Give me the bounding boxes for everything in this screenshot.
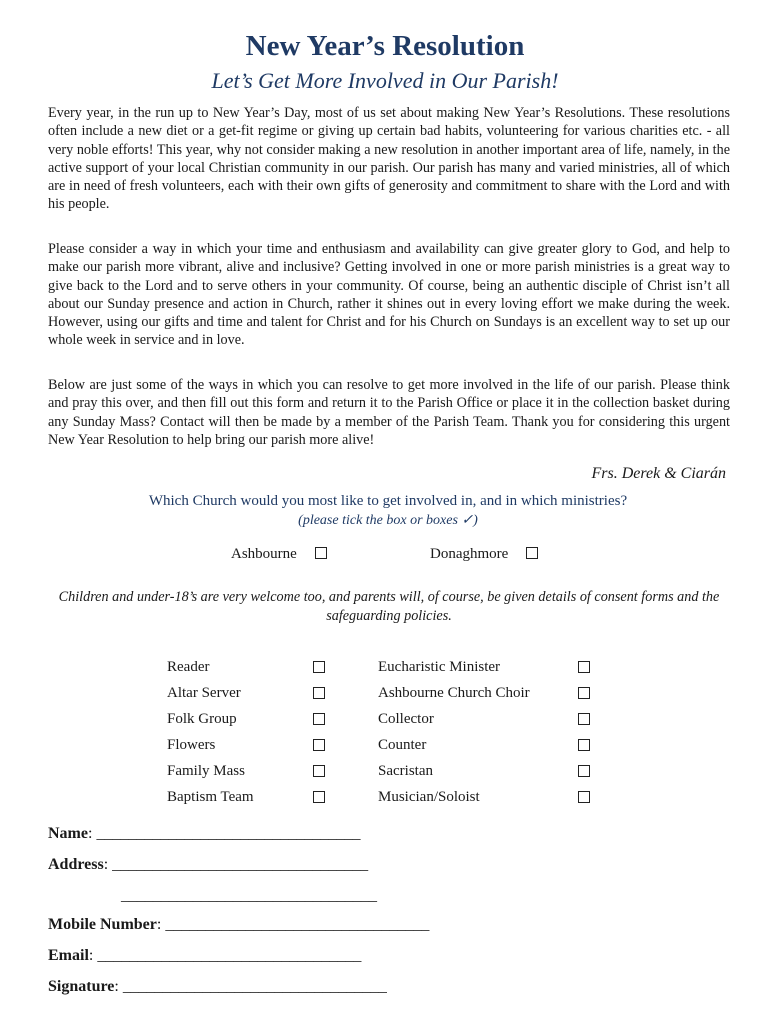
page-title: New Year’s Resolution — [245, 30, 525, 62]
checkbox-ashbourne[interactable] — [315, 547, 327, 559]
signature-blank[interactable]: _________________________________ — [122, 978, 387, 995]
address-field[interactable]: Address: ________________________________ — [48, 856, 369, 873]
church-option-ashbourne — [231, 546, 327, 563]
checkbox-family-mass[interactable] — [313, 765, 325, 777]
ministry-label: Family Mass — [167, 763, 245, 779]
checkbox-donaghmore[interactable] — [526, 547, 538, 559]
email-label: Email — [48, 947, 89, 964]
signature-label: Signature — [48, 978, 115, 995]
checkbox-eucharistic-minister[interactable] — [578, 661, 590, 673]
ministry-label: Sacristan — [378, 763, 433, 779]
address-blank[interactable]: ________________________________ — [112, 856, 369, 873]
email-field[interactable]: Email: _________________________________ — [48, 947, 362, 964]
ministry-label: Altar Server — [167, 685, 241, 701]
mobile-label: Mobile Number — [48, 916, 157, 933]
checkbox-baptism-team[interactable] — [313, 791, 325, 803]
ministry-label: Reader — [167, 659, 210, 675]
address-blank-2[interactable]: ________________________________ — [121, 887, 377, 904]
checkbox-reader[interactable] — [313, 661, 325, 673]
ministry-label: Folk Group — [167, 711, 237, 727]
checkbox-flowers[interactable] — [313, 739, 325, 751]
instructions-paragraph: Below are just some of the ways in which you can resolve to get more involved in the life of our parish. Please think and pray this over, and then fill out this form and return it to the Parish Office or place it in the collection basket during any Sunday Mass? Contact will then be made by a member of the Parish Team. Thank you for considering this urgent New Year Resolution to help bring our parish more alive! — [48, 377, 730, 448]
ministry-label: Ashbourne Church Choir — [378, 685, 530, 701]
checkbox-sacristan[interactable] — [578, 765, 590, 777]
church-label: Ashbourne — [231, 546, 297, 562]
church-question — [0, 492, 770, 530]
question-hint: (please tick the box or boxes ✓) — [298, 513, 478, 528]
ministry-label: Flowers — [167, 737, 216, 753]
email-blank[interactable]: _________________________________ — [97, 947, 362, 964]
page-subtitle: Let’s Get More Involved in Our Parish! — [211, 68, 559, 93]
ministry-label: Collector — [378, 711, 434, 727]
name-field[interactable]: Name: _________________________________ — [48, 825, 361, 842]
intro-paragraph: Every year, in the run up to New Year’s Day, most of us set about making New Year’s Resolutions. These resolutions often include a new diet or a get-fit regime or giving up certain bad habits, volunteering for various charities etc. - all very noble efforts! This year, why not consider making a new resolution in another important area of life, namely, in the active support of your local Christian community in our parish. Our parish has many and varied ministries, all of which are in need of fresh volunteers, each with their own gifts of generosity and commitment to share with the Lord and with his people. — [48, 105, 730, 213]
address-line-2[interactable] — [121, 887, 377, 905]
checkbox-altar-server[interactable] — [313, 687, 325, 699]
ministry-label: Eucharistic Minister — [378, 659, 501, 675]
encouragement-paragraph: Please consider a way in which your time and enthusiasm and availability can give greater glory to God, and help to make our parish more vibrant, alive and inclusive? Getting involved in one or more parish ministries is a great way to give back to the Lord and to serve others in your community. Of course, being an authentic disciple of Christ isn’t all about our Sunday presence and action in Church, rather it shines out in every loving effort we make during the week. However, using our gifts and time and talent for Christ and for his Church on Sundays is an excellent way to set up our whole week in service and in love. — [48, 241, 730, 349]
ministry-label: Baptism Team — [167, 789, 254, 805]
checkbox-church-choir[interactable] — [578, 687, 590, 699]
checkbox-folk-group[interactable] — [313, 713, 325, 725]
name-blank[interactable]: _________________________________ — [96, 825, 361, 842]
ministry-label: Musician/Soloist — [378, 789, 480, 805]
checkbox-musician-soloist[interactable] — [578, 791, 590, 803]
church-option-donaghmore — [430, 546, 538, 563]
checkbox-collector[interactable] — [578, 713, 590, 725]
signature-field[interactable]: Signature: _________________________________ — [48, 978, 387, 995]
question-text: Which Church would you most like to get involved in, and in which ministries? — [148, 493, 628, 509]
address-label: Address — [48, 856, 104, 873]
mobile-blank[interactable]: _________________________________ — [165, 916, 430, 933]
signoff: Frs. Derek & Ciarán — [591, 465, 726, 482]
church-label: Donaghmore — [430, 546, 509, 562]
children-note: Children and under-18’s are very welcome too, and parents will, of course, be given details of consent forms and the safeguarding policies. — [58, 589, 720, 624]
mobile-field[interactable]: Mobile Number: _________________________________ — [48, 916, 430, 933]
ministry-label: Counter — [378, 737, 427, 753]
name-label: Name — [48, 825, 88, 842]
checkbox-counter[interactable] — [578, 739, 590, 751]
